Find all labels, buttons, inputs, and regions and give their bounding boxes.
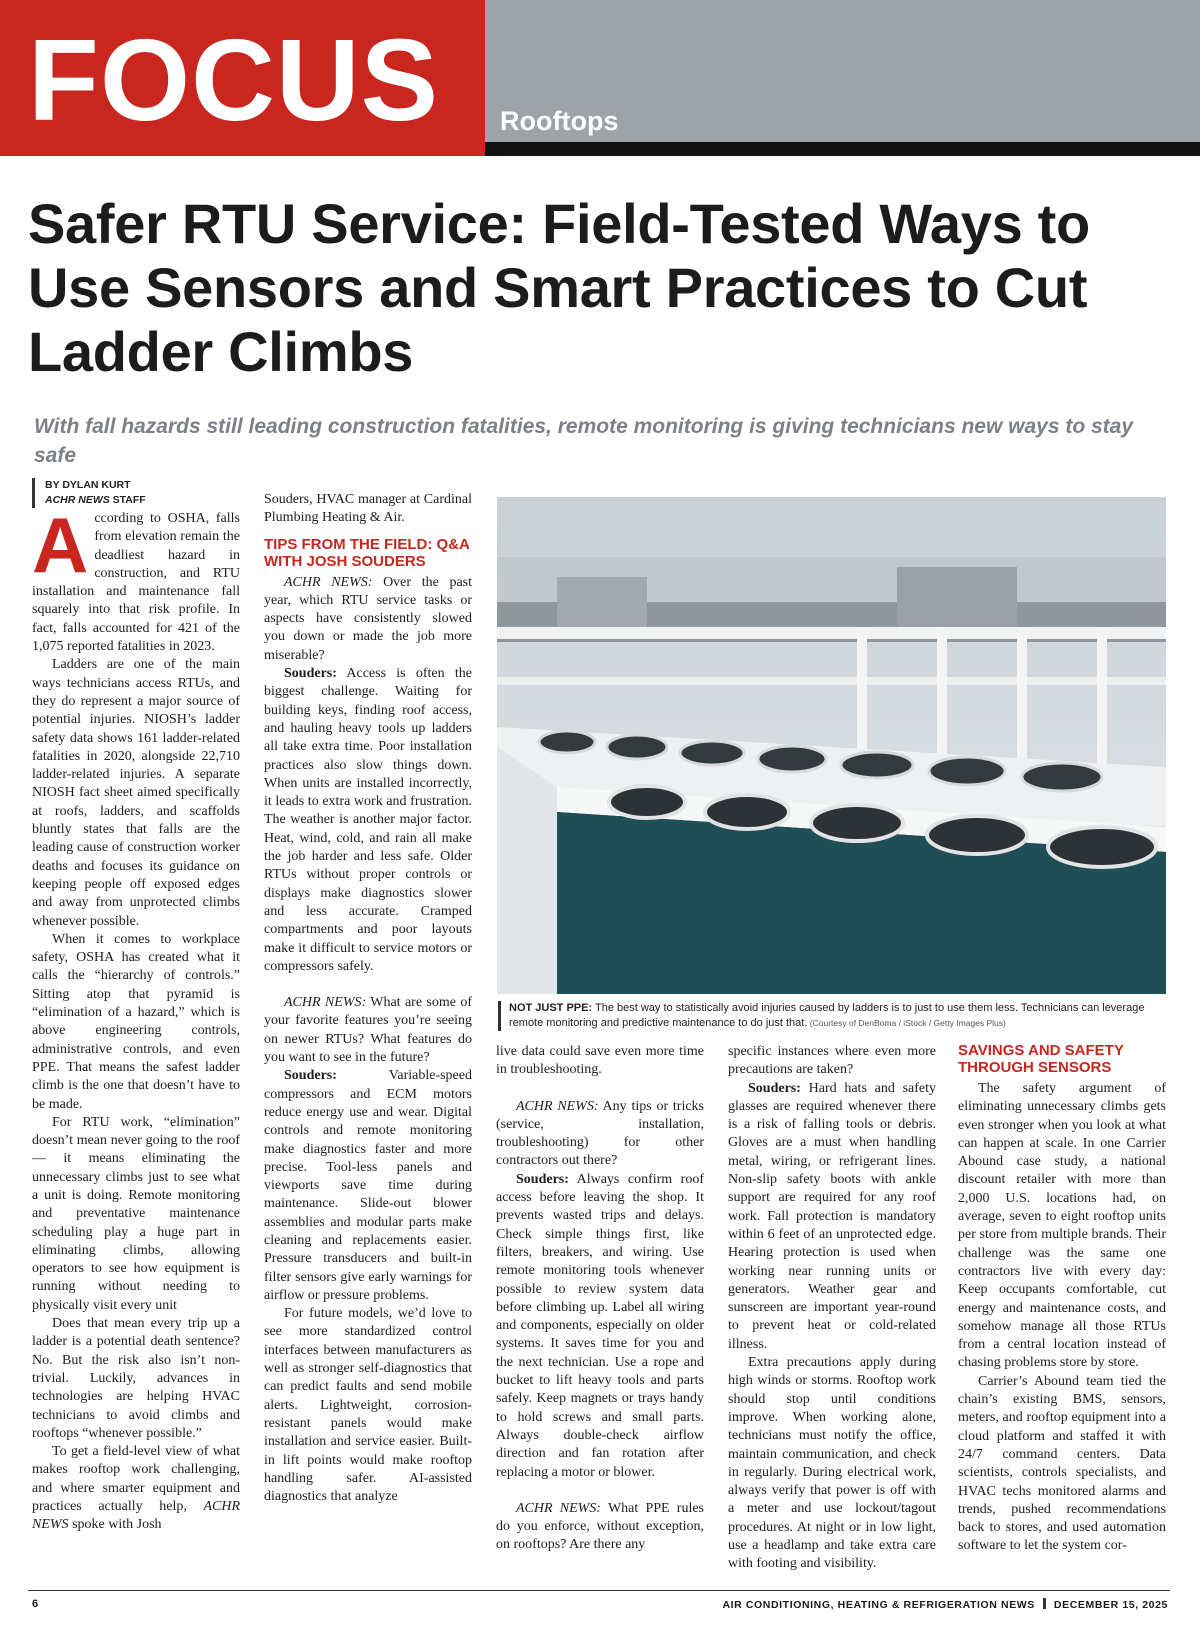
paragraph: specific instances where even more precautions are taken? <box>728 1044 936 1078</box>
column-3 <box>496 1043 704 1555</box>
page-number: 6 <box>32 1598 39 1610</box>
footer-separator <box>1043 1598 1046 1609</box>
question: ACHR NEWS: What PPE rules do you enforce, without exception, on rooftops? Are there any <box>496 1500 705 1553</box>
footer-publication <box>722 1598 1168 1611</box>
section-banner-rule <box>485 142 1200 156</box>
column-2 <box>264 491 472 1506</box>
section-label: Rooftops <box>500 106 619 136</box>
answer: Souders: Access is often the biggest challenge. Waiting for building keys, finding roof access, and hauling heavy tools up ladders all take extra time. Poor installation practices also slow things down. When units are installed incorrectly, it leads to extra work and frustration. The weather is another major factor. Heat, wind, cold, and rain all make the job harder and less safe. Older RTUs without proper controls or displays make diagnostics slower and less accurate. Cramped compartments and poor layouts make it difficult to service motors or compressors safely. <box>264 666 472 974</box>
article-deck: With fall hazards still leading construction fatalities, remote monitoring is giving technicians new ways to stay safe <box>34 415 1134 467</box>
question: ACHR NEWS: Over the past year, which RTU service tasks or aspects have consistently slowed you down or made the job more miserable? <box>264 574 472 663</box>
paragraph: According to OSHA, falls from elevation remain the deadliest hazard in construction, and RTU installation and maintenance fall squarely into that risk profile. In fact, falls accounted for 421 of the 1,075 reported fatalities in 2023. <box>32 501 240 655</box>
paragraph: Carrier’s Abound team tied the chain’s existing BMS, sensors, meters, and rooftop equipment into a cloud platform and staffed it with 24/7 command centers. Data scientists, controls specialists, and HVAC techs monitored alarms and trends, pushed recommendations back to stores, and used automation software to let the system cor- <box>958 1373 1166 1554</box>
caption-label: NOT JUST PPE: <box>509 1002 593 1014</box>
answer: Souders: Hard hats and safety glasses are required whenever there is a risk of falling tools or debris. Gloves are a must when handling metal, wiring, or refrigerant lines. Non-slip safety boots with ankle support are required for any roof work. Fall protection is mandatory within 6 feet of an unprotected edge. Hearing protection is used when working near running units or generators. Weather gear and sunscreen are important year-round to prevent heat or cold-related illness. <box>728 1080 936 1352</box>
section-heading-tips: TIPS FROM THE FIELD: Q&A WITH JOSH SOUDERS <box>264 535 470 570</box>
column-5 <box>958 1038 1166 1556</box>
caption-text: The best way to statistically avoid injuries caused by ladders is to just to use them less. Technicians can leverage remote monitoring and predictive maintenance to do just that. <box>509 1002 1145 1029</box>
issue-date: DECEMBER 15, 2025 <box>1053 1599 1168 1611</box>
paragraph: Extra precautions apply during high winds or storms. Rooftop work should stop until conditions improve. When working alone, technicians must notify the office, maintain communication, and check in regularly. During electrical work, always verify that power is off with a meter and use lockout/tagout procedures. At night or in low light, use a headlamp and take extra care with footing and visibility. <box>728 1355 936 1572</box>
paragraph: For RTU work, “elimination” doesn’t mean never going to the roof — it means eliminating the unnecessary climbs just to see what a unit is doing. Remote monitoring and preventative maintenance scheduling play a huge part in eliminating climbs, allowing operators to see how equipment is running without needing to physically visit every unit <box>32 1114 240 1313</box>
paragraph: Does that mean every trip up a ladder is a potential death sentence? No. But the risk also isn’t non-trivial. Luckily, advances in technologies are helping HVAC technicians to avoid climbs and rooftops “whenever possible.” <box>32 1316 240 1441</box>
question: ACHR NEWS: Any tips or tricks (service, installation, troubleshooting) for other contractors out there? <box>496 1098 704 1169</box>
answer: Souders: Variable-speed compressors and ECM motors reduce energy use and wear. Digital controls and remote monitoring make diagnostics faster and more precise. Tool-less panels and viewports save time during maintenance. Slide-out blower assemblies and modular parts make cleaning and replacements easier. Pressure transducers and built-in filter sensors give early warnings for airflow or pressure problems. <box>264 1068 472 1303</box>
drop-cap: A <box>32 501 89 589</box>
publication-name: AIR CONDITIONING, HEATING & REFRIGERATION NEWS <box>722 1599 1035 1611</box>
column-1 <box>32 501 240 1535</box>
answer: Souders: Always confirm roof access before leaving the shop. It prevents wasted trips and delays. Check simple things first, like filters, breakers, and wiring. Use remote monitoring tools whenever possible to review system data before climbing up. Label all wiring and components, especially on older systems. It saves time for you and the next technician. Use a rope and bucket to lift heavy tools and parts safely. Keep magnets or trays handy to hold screws and small parts. Always double-check airflow direction and fan rotation after replacing a motor or blower. <box>496 1171 704 1480</box>
focus-title: FOCUS <box>28 15 439 145</box>
byline-pub: ACHR NEWS <box>45 494 110 506</box>
paragraph: Souders, HVAC manager at Cardinal Plumbing Heating & Air. <box>264 492 472 526</box>
article-headline: Safer RTU Service: Field-Tested Ways to Use Sensors and Smart Practices to Cut Ladder Climbs <box>28 192 1090 383</box>
byline-role: STAFF <box>109 494 146 506</box>
footer-rule <box>28 1590 1170 1591</box>
paragraph: To get a field-level view of what makes rooftop work challenging, and where smarter equipment and practices actually help, ACHR NEWS spoke with Josh <box>32 1444 240 1533</box>
paragraph: live data could save even more time in troubleshooting. <box>496 1044 704 1078</box>
column-4 <box>728 1043 936 1574</box>
paragraph: When it comes to workplace safety, OSHA has created what it calls the “hierarchy of controls.” Sitting atop that pyramid is “elimination of a hazard,” which is above engineering controls, administrative controls, and even PPE. That means the safest ladder climb is the one that doesn’t have to be made. <box>32 931 240 1112</box>
photo-caption <box>498 1001 1168 1031</box>
photo-credit: (Courtesy of DenBoma / iStock / Getty Images Plus) <box>807 1018 1006 1028</box>
paragraph: The safety argument of eliminating unnecessary climbs gets even stronger when you look at what can happen at scale. In one Carrier Abound case study, a national discount retailer with more than 2,000 U.S. locations had, on average, seven to eight rooftop units per store from multiple brands. Their challenge was the same one contractors live with every day: Keep occupants comfortable, cut energy and maintenance costs, and somehow manage all those RTUs from a central location instead of chasing problems store by store. <box>958 1081 1166 1371</box>
rooftop-photo-illustration <box>497 497 1166 994</box>
question: ACHR NEWS: What are some of your favorite features you’re seeing on newer RTUs? What features do you want to see in the future? <box>264 995 472 1066</box>
byline-author: BY DYLAN KURT <box>45 479 131 491</box>
rooftop-units-photo <box>497 497 1166 994</box>
section-heading-savings: SAVINGS AND SAFETY THROUGH SENSORS <box>958 1042 1124 1076</box>
paragraph: Ladders are one of the main ways technicians access RTUs, and they do represent a major source of potential injuries. NIOSH’s ladder safety data shows 161 ladder-related fatalities in 2020, alongside 22,710 ladder-related injuries. A separate NIOSH fact sheet aimed specifically at roofs, ladders, and scaffolds bluntly states that falls are the leading cause of construction worker deaths and focuses its guidance on keeping people off exposed edges and away from unprotected climbs whenever possible. <box>32 657 240 929</box>
paragraph: For future models, we’d love to see more standardized control interfaces between manufacturers as well as stronger self-diagnostics that can predict faults and send mobile alerts. Lightweight, corrosion-resistant panels would make installation and service easier. Built-in lift points would make rooftop handling safer. AI-assisted diagnostics that analyze <box>264 1306 472 1505</box>
